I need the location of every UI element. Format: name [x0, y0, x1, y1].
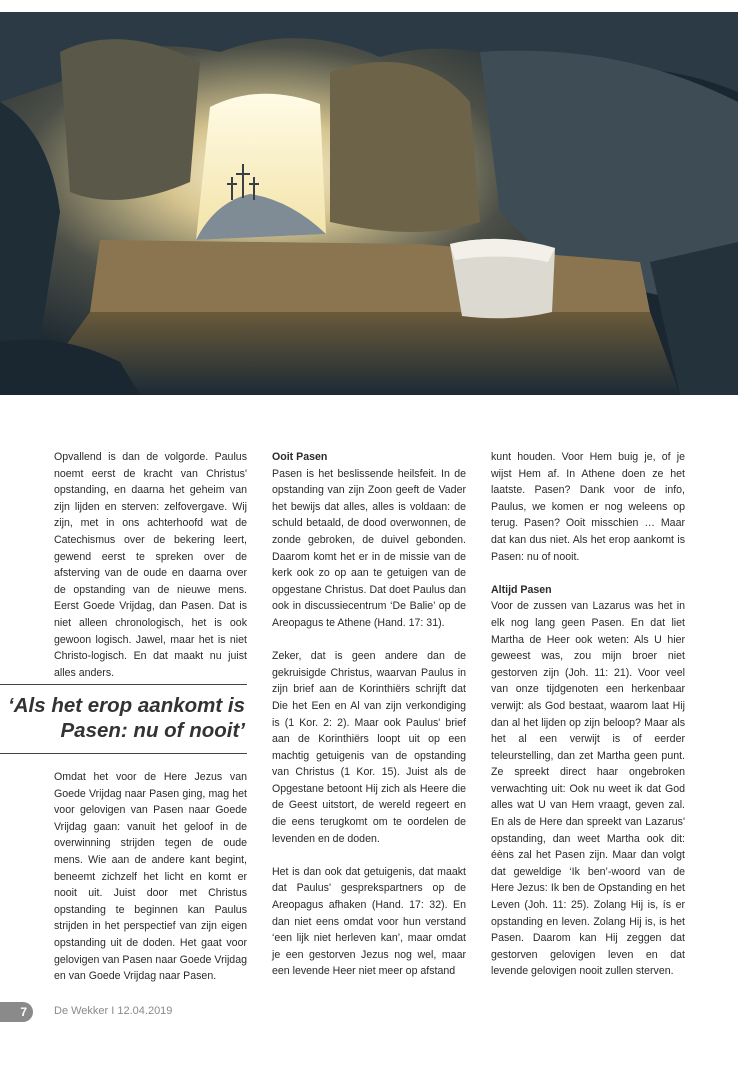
pull-quote-line-1: ‘Als het erop aankomt is	[8, 694, 245, 717]
pull-quote-line-2: Pasen: nu of nooit’	[60, 719, 245, 742]
section-heading-altijd-pasen: Altijd Pasen	[491, 583, 552, 596]
section-heading-ooit-pasen: Ooit Pasen	[272, 451, 328, 463]
column-1-paragraph-2: Omdat het voor de Here Jezus van Goede Vrijdag naar Pasen ging, mag het voor gelovigen van Pasen naar Goede Vrijdag gaan: vanuit het geloof in de overwinning strijden tegen de oude mens. Wie aan de andere kant begint, beneemt zichzelf het licht en komt er nooit uit. Juist door met Christus opstanding te beginnen kan Paulus strijden in het perspectief van zijn eigen opstanding uit de doden. Het gaat voor gelovigen van Pasen naar Goede Vrijdag en van Goede Vrijdag naar Pasen.	[54, 771, 247, 983]
column-3-paragraph-2: Voor de zussen van Lazarus was het in elk nog lang geen Pasen. En dat liet Martha de Heer ook weten: Als U hier geweest was, zou mijn broer niet gestorven zijn (Joh. 11: 21). Voor veel van onze tijdgenoten een herkenbaar verwijt: als God bestaat, waarom laat Hij dan al het lijden op zijn beloop? Maar als het al een verwijt is of eerder teleurstelling, dan zet Martha geen punt. Ze spreekt direct haar ongebroken verwachting uit: Ook nu weet ik dat God alles wat U van Hem vraagt, geven zal. En als de Here dan spreekt van Lazarus' opstanding, dan weet Martha ook dit: éèns zal het Pasen zijn. Maar dan volgt dat geweldige ‘Ik ben’-woord van de Here Jezus: Ik ben de Opstanding en het Leven (Joh. 11: 25). Zolang Hij is, ís er opstanding en leven. Zolang Hij is, is het Pasen. Daarom kan Hij zeggen dat gestorven gelovigen leven en dat levende gelovigen nooit zullen sterven.	[491, 600, 685, 978]
column-1-bottom	[54, 769, 247, 985]
column-1-paragraph-1: Opvallend is dan de volgorde. Paulus noemt eerst de kracht van Christus' opstanding, en daarna het geheim van zijn lijden en sterven: zelfovergave. Wij zijn, met in ons achterhoofd wat de Catechismus over de bekering leert, gewend eerst te spreken over de afsterving van de oude en daarna over de opstanding van de nieuwe mens. Eerst Goede Vrijdag, dan Pasen. Dat is niet alleen chronologisch, het is ook gewoon logisch. Jawel, maar het is niet Christo-logisch. En dat maakt nu juist alles anders.	[54, 451, 247, 679]
hero-image	[0, 12, 738, 395]
column-2-paragraph-2: Zeker, dat is geen andere dan de gekruisigde Christus, waarvan Paulus in zijn brief aan de Korinthiërs schrijft dat Die het Een en Al van zijn verkondiging is (1 Kor. 2: 2). Maar ook Paulus' brief aan de Korinthiërs loopt uit op een machtig getuigenis van de opstanding van Christus (1 Kor. 15). Juist als de Opgestane betoont Hij zich als Heere die de Geest uitstort, de wereld regeert en die eens terugkomt om te oordelen de levenden en de doden.	[272, 650, 466, 845]
column-3	[491, 449, 685, 980]
page-number: 7	[0, 1002, 33, 1022]
column-3-paragraph-1: kunt houden. Voor Hem buig je, of je wijst Hem af. In Athene doen ze het laatste. Pasen? Dank voor de info, Paulus, we komen er nog weleens op terug. Pasen? Ooit misschien … Maar dat kan dus niet. Als het erop aankomt is Pasen: nu of nooit.	[491, 451, 685, 563]
column-2	[272, 449, 466, 980]
column-2-paragraph-3: Het is dan ook dat getuigenis, dat maakt dat Paulus' gesprekspartners op de Areopagus afhaken (Hand. 17: 32). En dan niet eens omdat voor hun verstand ‘een lijk niet herleven kan’, maar omdat je een gestorven Jezus nog wel, maar een levende Heer niet meer op afstand	[272, 865, 466, 978]
pull-quote	[0, 684, 247, 754]
footer-publication: De Wekker I 12.04.2019	[54, 1005, 173, 1017]
column-1-top	[54, 449, 247, 681]
column-2-paragraph-1: Pasen is het beslissende heilsfeit. In de opstanding van zijn Zoon geeft de Vader het bewijs dat alles, alles is voldaan: de schuld betaald, de dood overwonnen, de zonde gebroken, de duivel gebonden. Daarom komt het er in de missie van de kerk ook zo op aan te getuigen van de opgestane Christus. Dat doet Paulus dan ook in discussiecentrum ‘De Balie’ op de Areopagus te Athene (Hand. 17: 31).	[272, 467, 466, 629]
